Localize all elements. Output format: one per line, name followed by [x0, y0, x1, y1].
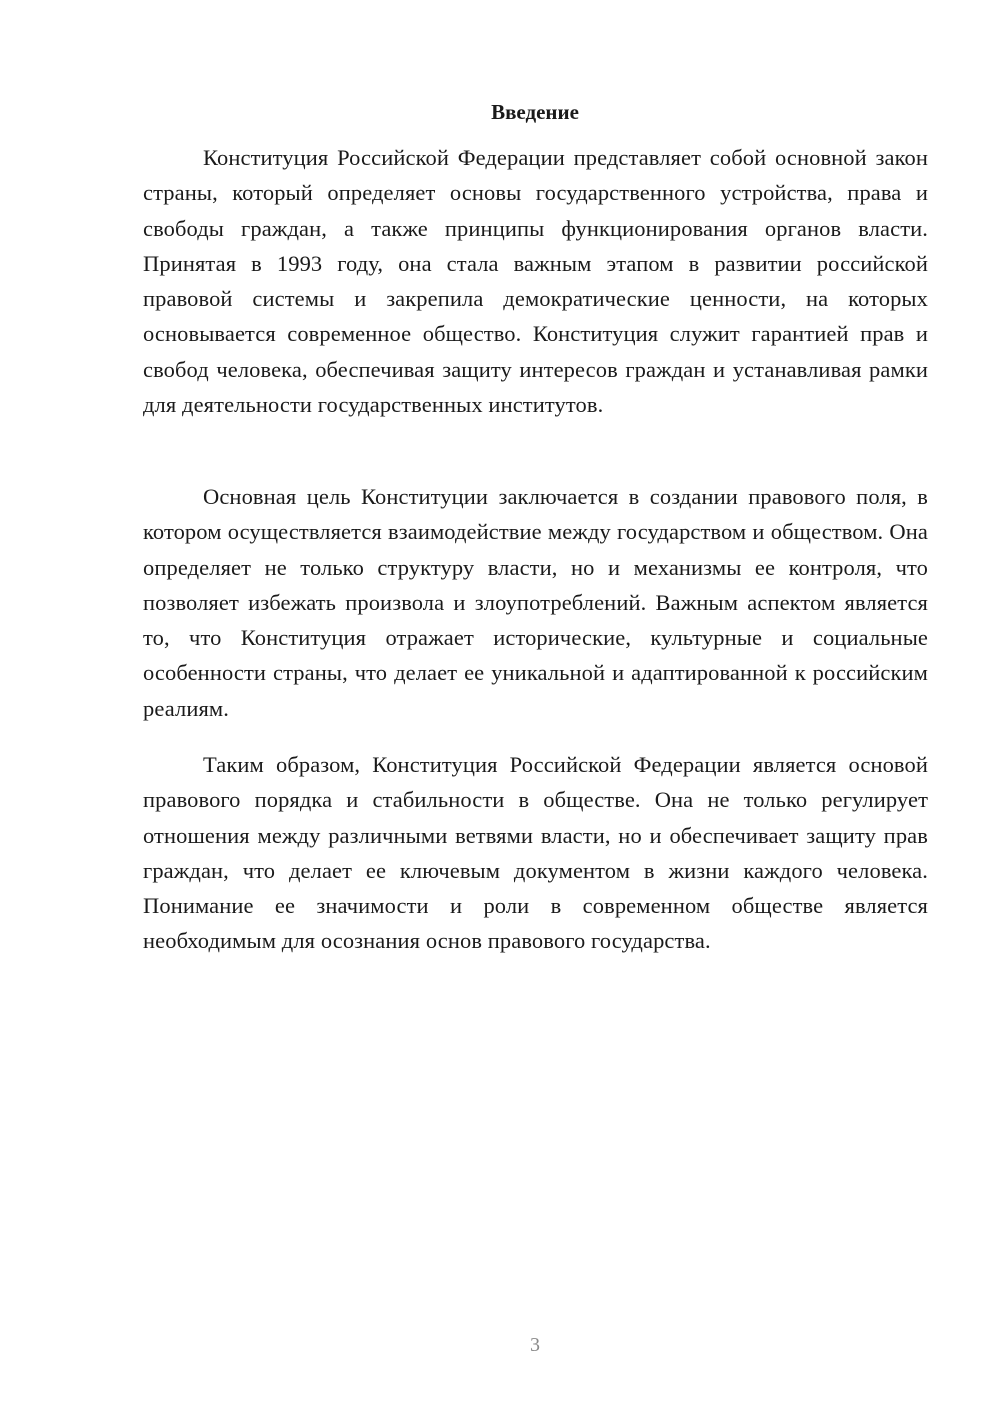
page-number: 3	[530, 1334, 540, 1356]
paragraph-2: Основная цель Конституции заключается в создании правового поля, в котором осуществляется взаимодействие между государством и обществом. Она определяет не только структуру власти, но и механизмы ее контроля, что позволяет избежать произвола и злоупотреблений. Важным аспектом является то, что Конституция отражает исторические, культурные и социальные особенности страны, что делает ее уникальной и адаптированной к российским реалиям.	[143, 484, 928, 721]
paragraph-1: Конституция Российской Федерации представляет собой основной закон страны, который определяет основы государственного устройства, права и свободы граждан, а также принципы функционирования органов власти. Принятая в 1993 году, она стала важным этапом в развитии российской правовой системы и закрепила демократические ценности, на которых основывается современное общество. Конституция служит гарантией прав и свобод человека, обеспечивая защиту интересов граждан и устанавливая рамки для деятельности государственных институтов.	[143, 145, 928, 418]
section-heading: Введение	[491, 100, 579, 124]
paragraph-3: Таким образом, Конституция Российской Федерации является основой правового порядка и стабильности в обществе. Она не только регулирует отношения между различными ветвями власти, но и обеспечивает защиту прав граждан, что делает ее ключевым документом в жизни каждого человека. Понимание ее значимости и роли в современном обществе является необходимым для осознания основ правового государства.	[143, 752, 928, 954]
